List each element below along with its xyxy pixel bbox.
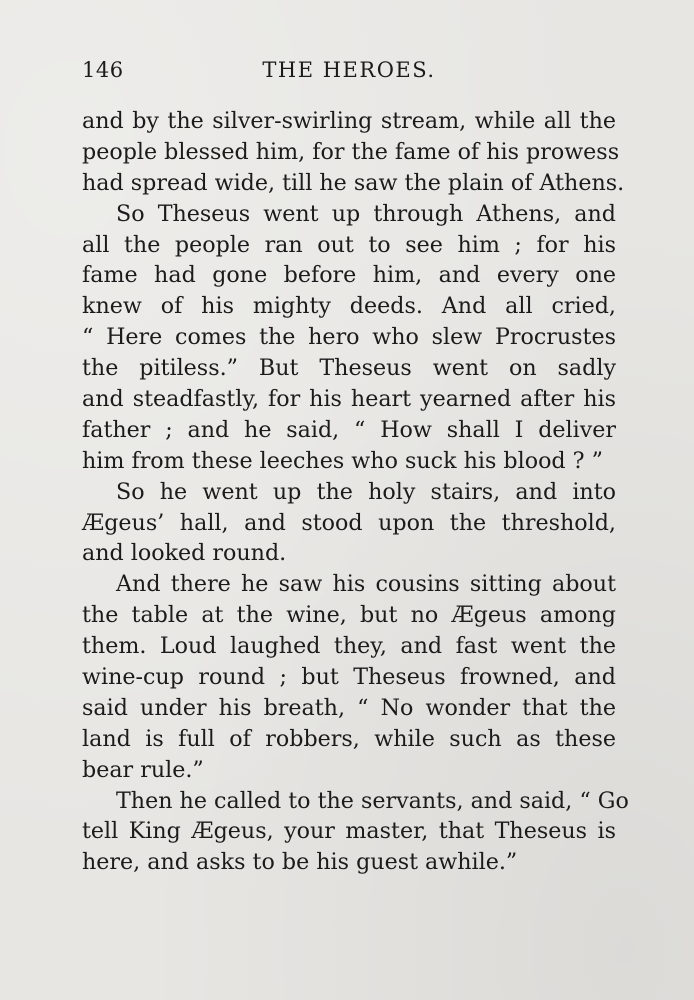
text-line: “ Here comes the hero who slew Procrustes — [82, 324, 616, 351]
text-line: the table at the wine, but no Ægeus among — [82, 602, 616, 629]
text-line: Ægeus’ hall, and stood upon the threshold, — [82, 509, 616, 536]
text-line: And there he saw his cousins sitting about — [116, 571, 616, 598]
text-line: all the people ran out to see him ; for his — [82, 231, 616, 258]
text-line: knew of his mighty deeds. And all cried, — [82, 293, 616, 320]
text-line: Then he called to the servants, and said, “ Go — [116, 787, 629, 814]
text-line: said under his breath, “ No wonder that the — [82, 694, 616, 721]
text-line: had spread wide, till he saw the plain of Athens. — [82, 169, 625, 196]
text-line: fame had gone before him, and every one — [82, 262, 616, 289]
text-line: the pitiless.” But Theseus went on sadly — [82, 355, 616, 382]
text-line: So he went up the holy stairs, and into — [116, 478, 616, 505]
page-number: 146 — [82, 58, 124, 82]
running-title: THE HEROES. — [262, 58, 436, 82]
page-header — [82, 58, 616, 92]
text-line: bear rule.” — [82, 756, 204, 783]
text-line: and by the silver-swirling stream, while all the — [82, 108, 616, 134]
text-line: land is full of robbers, while such as these — [82, 725, 616, 752]
text-line: tell King Ægeus, your master, that Theseus is — [82, 818, 616, 845]
text-line: wine-cup round ; but Theseus frowned, and — [82, 664, 616, 691]
text-line: So Theseus went up through Athens, and — [116, 200, 616, 227]
body-text — [82, 106, 629, 878]
text-line: and steadfastly, for his heart yearned after his — [82, 386, 616, 413]
text-line: people blessed him, for the fame of his prowess — [82, 138, 620, 165]
text-line: and looked round. — [82, 540, 287, 567]
text-line: father ; and he said, “ How shall I deliver — [82, 416, 616, 443]
text-line: here, and asks to be his guest awhile.” — [82, 849, 518, 876]
text-line: him from these leeches who suck his blood ? ” — [82, 447, 603, 474]
text-line: them. Loud laughed they, and fast went the — [82, 633, 616, 660]
